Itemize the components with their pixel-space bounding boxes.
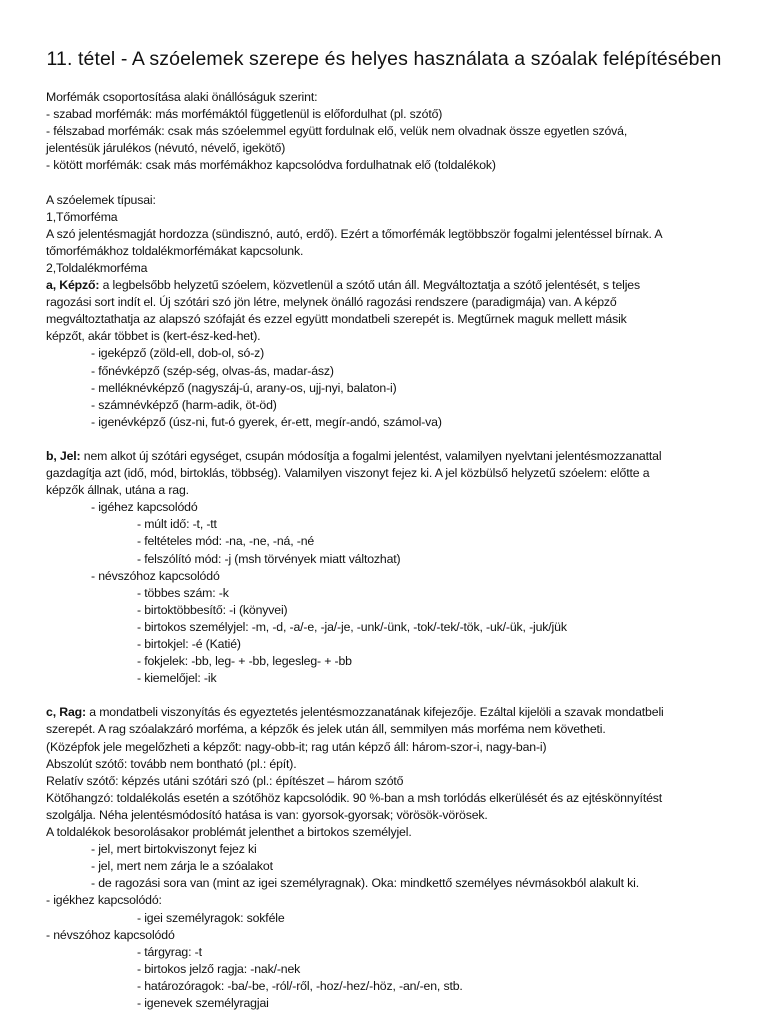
list-subitem: - birtokjel: -é (Katié) <box>137 637 241 651</box>
page-title: 11. tétel - A szóelemek szerepe és helyes használata a szóalak felépítésében <box>46 48 722 70</box>
list-subitem: - birtoktöbbesítő: -i (könyvei) <box>137 602 288 617</box>
list-item: - jel, mert nem zárja le a szóalakot <box>91 859 273 874</box>
list-subitem: - feltételes mód: -na, -ne, -ná, -né <box>137 534 315 549</box>
text-line: A szó jelentésmagját hordozza (sündisznó, autó, erdő). Ezért a tőmorfémák legtöbbször fogalmi jelentéssel bírnak. A <box>46 226 663 241</box>
text-line: szolgálja. Néha jelentésmódosító hatása is van: gyorsok-gyorsak; vörösök-vörösek. <box>46 807 488 822</box>
list-item: - névszóhoz kapcsolódó <box>46 927 175 942</box>
kepzo-label: a, Képző: <box>46 278 100 293</box>
list-item: - igeképző (zöld-ell, dob-ol, só-z) <box>91 346 265 361</box>
text-line: Morfémák csoportosítása alaki önállóságuk szerint: <box>46 90 318 104</box>
text-line: jelentésük járulékos (névutó, névelő, igekötő) <box>46 141 286 156</box>
list-item: - de ragozási sora van (mint az igei személyragnak). Oka: mindkettő személyes névmásokból alakult ki. <box>91 876 640 891</box>
document-body <box>46 89 736 1012</box>
text-line: - kötött morfémák: csak más morfémákhoz kapcsolódva fordulhatnak elő (toldalékok) <box>46 158 496 173</box>
blank-line <box>46 687 736 704</box>
text-line: gazdagítja azt (idő, mód, birtoklás, többség). Valamilyen viszonyt fejez ki. A jel közbülső helyzetű szóelem: előtte a <box>46 466 650 481</box>
text-line: tőmorfémákhoz toldalékmorfémákat kapcsolunk. <box>46 243 304 258</box>
list-item: - igéhez kapcsolódó <box>91 500 198 515</box>
text-line: képzőt, akár többet is (kert-ész-ked-het). <box>46 329 261 344</box>
list-item: - igékhez kapcsolódó: <box>46 893 162 908</box>
text-line: A toldalékok besorolásakor problémát jelenthet a birtokos személyjel. <box>46 825 412 840</box>
text-line: 1,Tőmorféma <box>46 209 118 224</box>
text-line: Abszolút szótő: tovább nem bontható (pl.: épít). <box>46 756 297 771</box>
list-subitem: - igei személyragok: sokféle <box>137 910 285 925</box>
text-line: szerepét. A rag szóalakzáró morféma, a képzők és jelek után áll, semmilyen más morféma nem követheti. <box>46 722 606 737</box>
text-line: ragozási sort indít el. Új szótári szó jön létre, melynek önálló ragozási rendszere (paradigmája) van. A képző <box>46 295 617 310</box>
text-line: Relatív szótő: képzés utáni szótári szó (pl.: építészet – három szótő <box>46 773 404 788</box>
text-line: (Középfok jele megelőzheti a képzőt: nagy-obb-it; rag után képző áll: három-szor-i, nagy-ban-i) <box>46 739 547 754</box>
jel-label: b, Jel: <box>46 448 81 463</box>
list-subitem: - többes szám: -k <box>137 585 229 600</box>
rag-paragraph-line: c, Rag: a mondatbeli viszonyítás és egyeztetés jelentésmozzanatának kifejezője. Ezáltal kijelöli a szavak mondatbeli <box>46 705 664 720</box>
text-line: megváltoztathatja az alapszó szófaját és ezzel együtt mondatbeli szerepét is. Megtűrnek maguk mellett másik <box>46 312 627 327</box>
blank-line <box>46 174 736 191</box>
list-subitem: - határozóragok: -ba/-be, -ról/-ről, -hoz/-hez/-höz, -an/-en, stb. <box>137 978 463 993</box>
text-line: Kötőhangzó: toldalékolás esetén a szótőhöz kapcsolódik. 90 %-ban a msh torlódás elkerülését és az ejtéskönnyítést <box>46 790 663 805</box>
list-subitem: - birtokos személyjel: -m, -d, -a/-e, -ja/-je, -unk/-ünk, -tok/-tek/-tök, -uk/-ük, -juk/jük <box>137 619 567 634</box>
jel-paragraph-line: b, Jel: nem alkot új szótári egységet, csupán módosítja a fogalmi jelentést, valamilyen nyelvtani jelentésmozzanattal <box>46 448 662 463</box>
list-subitem: - tárgyrag: -t <box>137 944 202 959</box>
text-line: A szóelemek típusai: <box>46 192 156 207</box>
text-line: - félszabad morfémák: csak más szóelemmel együtt fordulnak elő, velük nem olvadnak össze egyetlen szóvá, <box>46 124 628 139</box>
list-subitem: - múlt idő: -t, -tt <box>137 517 217 532</box>
list-subitem: - igenevek személyragjai <box>137 995 269 1010</box>
list-subitem: - felszólító mód: -j (msh törvények miatt változhat) <box>137 551 401 566</box>
list-subitem: - kiemelőjel: -ik <box>137 671 217 686</box>
kepzo-paragraph-line: a, Képző: a legbelsőbb helyzetű szóelem, közvetlenül a szótő után áll. Megváltoztatja a szótő jelentését, s teljes <box>46 278 640 293</box>
text-line: 2,Toldalékmorféma <box>46 260 148 275</box>
text-line: - szabad morfémák: más morfémáktól függetlenül is előfordulhat (pl. szótő) <box>46 107 443 122</box>
list-item: - jel, mert birtokviszonyt fejez ki <box>91 842 257 857</box>
list-item: - igenévképző (úsz-ni, fut-ó gyerek, ér-ett, megír-andó, számol-va) <box>91 414 442 429</box>
list-subitem: - fokjelek: -bb, leg- + -bb, legesleg- + -bb <box>137 654 352 669</box>
list-subitem: - birtokos jelző ragja: -nak/-nek <box>137 961 301 976</box>
list-item: - számnévképző (harm-adik, öt-öd) <box>91 397 277 412</box>
text-line: képzők állnak, utána a rag. <box>46 483 189 498</box>
list-item: - melléknévképző (nagyszáj-ú, arany-os, ujj-nyi, balaton-i) <box>91 380 397 395</box>
rag-label: c, Rag: <box>46 705 86 720</box>
list-item: - névszóhoz kapcsolódó <box>91 568 220 583</box>
list-item: - főnévképző (szép-ség, olvas-ás, madar-ász) <box>91 363 334 378</box>
blank-line <box>46 431 736 448</box>
